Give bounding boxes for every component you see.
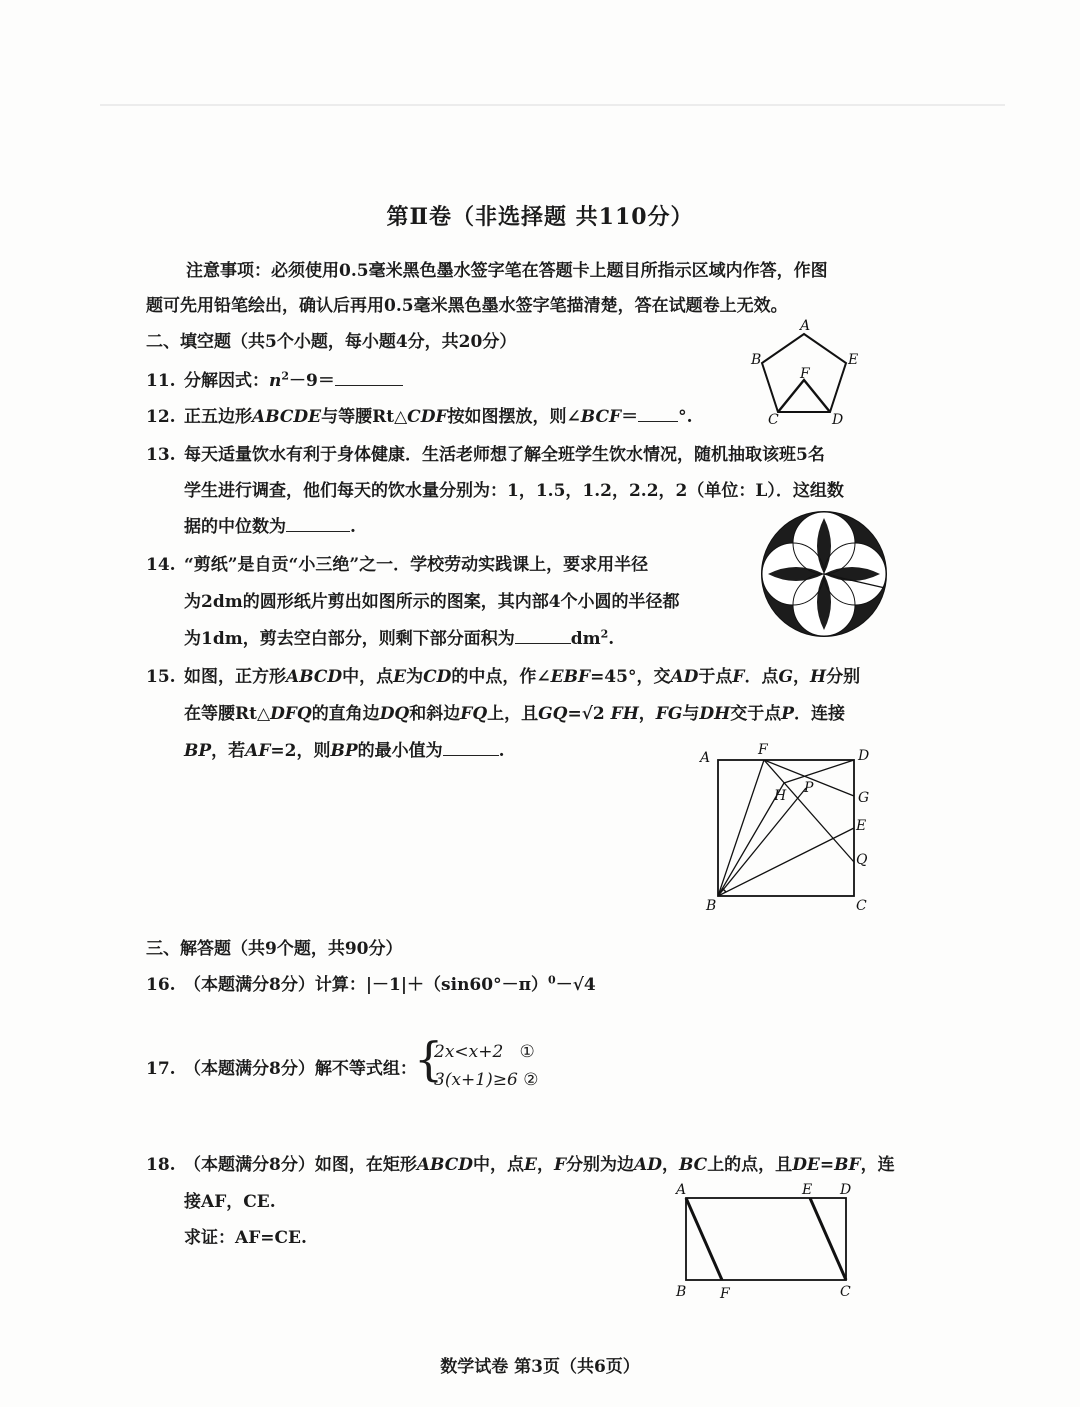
- question-13: 13. 每天适量饮水有利于身体健康．生活老师想了解全班学生饮水情况，随机抽取该班5名: [146, 445, 825, 465]
- label-P: P: [804, 780, 814, 796]
- question-18-line-2: 接AF，CE.: [184, 1192, 276, 1212]
- scan-edge-line: [100, 104, 1005, 106]
- notice-line-2: 题可先用铅笔绘出，确认后再用0.5毫米黑色墨水签字笔描清楚，答在试题卷上无效。: [146, 296, 788, 316]
- question-13-line-3: 据的中位数为 .: [184, 512, 356, 537]
- rectangle-figure: [670, 1180, 860, 1304]
- label-E: E: [848, 352, 859, 368]
- label-C: C: [840, 1284, 851, 1300]
- segment-ce: [810, 1198, 846, 1280]
- rectangle-abcd: [686, 1198, 846, 1280]
- notice-line-1: 注意事项：必须使用0.5毫米黑色墨水签字笔在答题卡上题目所指示区域内作答，作图: [186, 261, 828, 281]
- label-D: D: [832, 412, 844, 428]
- answer-blank: [443, 737, 499, 756]
- question-15-line-3: BP，若AF=2，则BP的最小值为 .: [184, 736, 505, 761]
- square-figure: [698, 738, 882, 918]
- square-abcd: [718, 760, 854, 896]
- label-C: C: [856, 898, 867, 914]
- label-G: G: [858, 790, 870, 806]
- question-18: 18. （本题满分8分）如图，在矩形ABCD中，点E，F分别为边AD，BC上的点，且DE=BF，连: [146, 1155, 895, 1175]
- label-E: E: [802, 1182, 813, 1198]
- page-footer: 数学试卷 第3页（共6页）: [440, 1357, 640, 1377]
- label-A: A: [676, 1182, 687, 1198]
- label-B: B: [676, 1284, 687, 1300]
- segment-af: [686, 1198, 722, 1280]
- system-brace: {: [414, 1032, 444, 1086]
- question-12: 12. 正五边形ABCDE与等腰Rt△CDF按如图摆放，则∠BCF＝ °.: [146, 402, 692, 427]
- question-14-line-2: 为2dm的圆形纸片剪出如图所示的图案，其内部4个小圆的半径都: [184, 592, 680, 612]
- label-F: F: [800, 366, 810, 382]
- question-11: 11. 分解因式：$n^2-9=$: [146, 366, 403, 391]
- question-13-line-2: 学生进行调查，他们每天的饮水量分别为：1，1.5，1.2，2.2，2（单位：L）．这组数: [184, 481, 844, 501]
- answer-blank: [515, 625, 571, 644]
- label-B: B: [751, 352, 762, 368]
- triangle-cdf: [778, 380, 830, 412]
- section-title: 第Ⅱ卷（非选择题 共110分）: [386, 204, 694, 230]
- question-17: 17. （本题满分8分）解不等式组：: [146, 1059, 417, 1079]
- label-F: F: [720, 1286, 730, 1302]
- answer-blank: [335, 367, 403, 386]
- answer-blank: [638, 403, 678, 422]
- question-18-line-3: 求证：AF=CE.: [184, 1228, 307, 1248]
- part2-heading: 二、填空题（共5个小题，每小题4分，共20分）: [146, 332, 517, 352]
- label-E: E: [856, 818, 867, 834]
- label-D: D: [840, 1182, 852, 1198]
- label-A: A: [800, 318, 811, 334]
- label-Q: Q: [856, 852, 868, 868]
- paper-cut-figure: [758, 508, 890, 640]
- question-16: 16. （本题满分8分）计算：$|-1|+(\sin 60^\circ-\pi)^0-√4$: [146, 973, 596, 995]
- label-B: B: [706, 898, 717, 914]
- label-F: F: [758, 742, 768, 758]
- answer-blank: [286, 513, 350, 532]
- question-15: 15. 如图，正方形ABCD中，点E为CD的中点，作∠EBF=45°，交AD于点F．点G，H分别: [146, 667, 861, 687]
- label-H: H: [774, 788, 787, 804]
- question-15-line-2: 在等腰Rt△DFQ的直角边DQ和斜边FQ上，且GQ=√2 FH，FG与DH交于点P．连接: [184, 704, 845, 724]
- question-number: 11.: [146, 371, 176, 391]
- part3-heading: 三、解答题（共9个题，共90分）: [146, 939, 403, 959]
- pentagon-figure: [748, 318, 868, 430]
- question-14-line-3: 为1dm，剪去空白部分，则剩下部分面积为 $dm^2$.: [184, 624, 614, 649]
- label-C: C: [768, 412, 779, 428]
- label-D: D: [858, 748, 870, 764]
- question-14: 14. “剪纸”是自贡“小三绝”之一．学校劳动实践课上，要求用半径: [146, 555, 649, 575]
- inequality-2: 3(x+1)≥6 ②: [434, 1070, 539, 1090]
- label-A: A: [700, 750, 711, 766]
- inequality-1: 2x<x+2 ①: [434, 1042, 535, 1062]
